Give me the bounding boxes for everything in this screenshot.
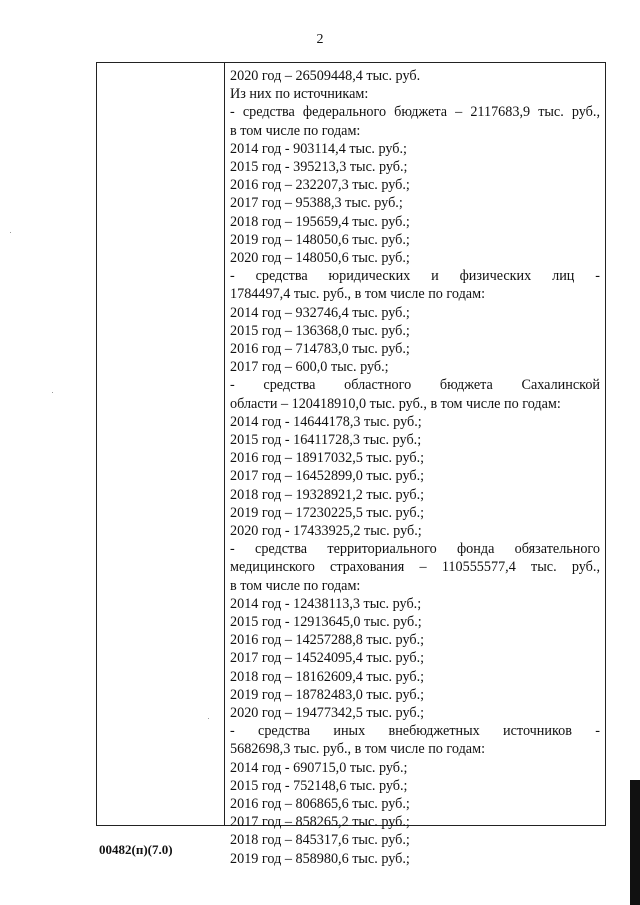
text-line: 2016 год – 232207,3 тыс. руб.; [230, 177, 410, 194]
text-line: 2017 год – 95388,3 тыс. руб.; [230, 195, 403, 212]
text-line: 2014 год - 14644178,3 тыс. руб.; [230, 413, 422, 430]
text-line: 2016 год – 714783,0 тыс. руб.; [230, 341, 410, 358]
text-line: в том числе по годам: [230, 122, 361, 139]
text-line: 2014 год - 12438113,3 тыс. руб.; [230, 595, 422, 612]
text-line: 2014 год - 690715,0 тыс. руб.; [230, 759, 408, 776]
text-line: 2019 год – 18782483,0 тыс. руб.; [230, 686, 425, 703]
text-line: 2017 год – 858265,2 тыс. руб.; [230, 814, 410, 831]
text-line: 2020 год – 148050,6 тыс. руб.; [230, 250, 410, 267]
text-line: 2017 год – 16452899,0 тыс. руб.; [230, 468, 425, 485]
text-line: - средства областного бюджета Сахалинской [230, 377, 600, 394]
text-line: 2018 год – 195659,4 тыс. руб.; [230, 213, 410, 230]
text-line: 2015 год – 136368,0 тыс. руб.; [230, 322, 410, 339]
document-code: 00482(п)(7.0) [99, 842, 173, 857]
text-line: 2020 год - 17433925,2 тыс. руб.; [230, 523, 422, 540]
scan-speck [52, 392, 53, 393]
text-line: 5682698,3 тыс. руб., в том числе по годам: [230, 741, 486, 758]
text-line: 2016 год – 18917032,5 тыс. руб.; [230, 450, 425, 467]
text-line: 2019 год – 17230225,5 тыс. руб.; [230, 504, 425, 521]
text-line: 2016 год – 806865,6 тыс. руб.; [230, 796, 410, 813]
text-line: 2019 год – 148050,6 тыс. руб.; [230, 231, 410, 248]
text-line: 2017 год – 600,0 тыс. руб.; [230, 359, 389, 376]
text-line: 2018 год – 18162609,4 тыс. руб.; [230, 668, 425, 685]
text-line: 2014 год – 932746,4 тыс. руб.; [230, 304, 410, 321]
text-line: 2015 год - 395213,3 тыс. руб.; [230, 159, 408, 175]
page-number: 2 [316, 32, 324, 47]
text-line: 2017 год – 14524095,4 тыс. руб.; [230, 650, 425, 667]
text-line: 2018 год – 845317,6 тыс. руб.; [230, 832, 410, 849]
text-line: - средства юридических и физических лиц - [230, 268, 600, 285]
text-line: 2016 год – 14257288,8 тыс. руб.; [230, 632, 425, 649]
text-line: 2014 год - 903114,4 тыс. руб.; [230, 140, 407, 157]
text-line: 2018 год – 19328921,2 тыс. руб.; [230, 486, 425, 503]
text-line: области – 120418910,0 тыс. руб., в том числе по годам: [230, 395, 561, 412]
text-line: Из них по источникам: [230, 86, 369, 103]
text-line: 2015 год - 12913645,0 тыс. руб.; [230, 614, 422, 631]
text-line: 2015 год - 16411728,3 тыс. руб.; [230, 432, 422, 449]
text-line: 1784497,4 тыс. руб., в том числе по годам: [230, 286, 486, 303]
scan-speck [208, 718, 209, 719]
text-line: 2020 год – 26509448,4 тыс. руб. [230, 68, 421, 84]
text-line: 2020 год – 19477342,5 тыс. руб.; [230, 705, 425, 722]
text-line: 2019 год – 858980,6 тыс. руб.; [230, 850, 410, 867]
scan-edge-mark [630, 780, 640, 905]
text-line: 2015 год - 752148,6 тыс. руб.; [230, 777, 408, 794]
text-line: - средства иных внебюджетных источников - [230, 723, 600, 740]
text-line: в том числе по годам: [230, 577, 361, 594]
scan-speck [10, 232, 11, 233]
text-line: медицинского страхования – 110555577,4 тыс. руб., [230, 559, 600, 576]
text-line: - средства территориального фонда обязательного [230, 541, 600, 558]
text-line: - средства федерального бюджета – 2117683,9 тыс. руб., [230, 104, 600, 121]
column-divider [224, 63, 225, 825]
funding-sources-cell [230, 67, 600, 868]
